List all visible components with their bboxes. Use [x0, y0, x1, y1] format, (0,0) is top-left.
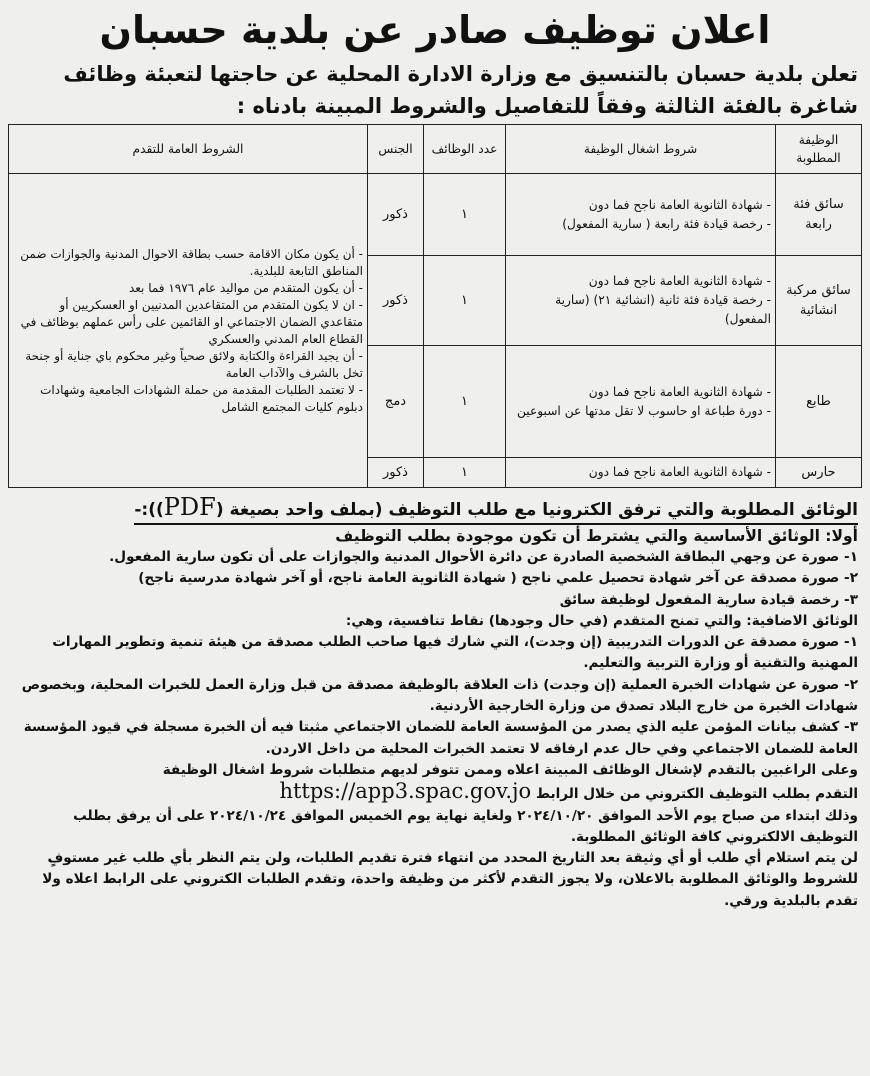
basic-document-item: ٢- صورة مصدقة عن آخر شهادة تحصيل علمي ناجح ( شهادة الثانوية العامة ناجح، أو آخر شهادة مدرسية ناجح) [138, 570, 858, 587]
job-count: ١ [424, 458, 506, 488]
general-condition: - أن يكون مكان الاقامة حسب بطاقة الاحوال المدنية والجوازات ضمن المناطق التابعة للبلدية. [20, 246, 363, 278]
job-count: ١ [424, 174, 506, 256]
condition-line: - شهادة الثانوية العامة ناجح فما دون [588, 465, 771, 479]
dates-paragraph: وذلك ابتداء من صباح يوم الأحد الموافق ٢٠٢٤/١٠/٢٠ ولغاية نهاية يوم الخميس الموافق ٢٠٢٤/١٠/٢٤ على أن يرفق بطلب التوظيف الالكتروني كافة الوثائق المطلوبة. [73, 807, 858, 845]
condition-line: - شهادة الثانوية العامة ناجح فما دون [588, 197, 771, 212]
header-gender: الجنس [368, 125, 424, 174]
condition-line: - شهادة الثانوية العامة ناجح فما دون [588, 274, 771, 288]
additional-document-item: ٣- كشف بيانات المؤمن عليه الذي يصدر من المؤسسة العامة للضمان الاجتماعي مثبتا فيه أن الخبرة مسجلة في قيود المؤسسة العامة للضمان الاجتماعي وفي حال عدم ارفاقه لا تعتمد الخبرات المحلية من داخل الاردن. [23, 719, 858, 757]
job-gender: دمج [368, 346, 424, 458]
additional-document-item: ٢- صورة عن شهادات الخبرة العملية (إن وجدت) ذات العلاقة بالوظيفة مصدقة من قبل وزارة العمل للخبرات المحلية، وبخصوص شهادات الخبرة من خارج البلاد تصدق من وزارة الخارجية الأردنية. [21, 676, 858, 715]
job-count: ١ [424, 256, 506, 346]
header-general: الشروط العامة للتقدم [9, 125, 368, 174]
job-title: سائق مركبة انشائية [776, 256, 862, 346]
header-count: عدد الوظائف [424, 125, 506, 174]
job-count: ١ [424, 346, 506, 458]
basic-documents-heading: أولا: الوثائق الأساسية والتي يشترط أن تكون موجودة بطلب التوظيف [335, 527, 858, 545]
job-conditions [506, 174, 776, 256]
documents-heading-end: )):- [134, 500, 164, 520]
header-job: الوظيفة المطلوبة [776, 125, 862, 174]
general-condition: - ان لا يكون المتقدم من المتقاعدين المدنيين او العسكريين أو متقاعدي الضمان الاجتماعي او القائمين على رأس عملهم بوظائف في القطاع العام المدني والعسكري [20, 297, 363, 346]
job-conditions [506, 458, 776, 488]
documents-heading-wrap [12, 494, 858, 525]
job-conditions [506, 256, 776, 346]
jobs-table [8, 124, 862, 488]
basic-document-item: ١- صورة عن وجهي البطاقة الشخصية الصادرة عن دائرة الأحوال المدنية والجوازات على أن تكون سارية المفعول. [109, 549, 858, 565]
application-link-line [12, 781, 858, 805]
documents-heading [134, 494, 858, 525]
condition-line: - رخصة قيادة فئة ثانية (انشائية ٢١) (سارية المفعول) [555, 293, 771, 326]
table-row [9, 174, 862, 256]
general-condition: - لا تعتمد الطلبات المقدمة من حملة الشهادات الجامعية وشهادات دبلوم كليات المجتمع الشامل [40, 382, 363, 414]
pdf-label: PDF [163, 493, 216, 521]
general-conditions [9, 174, 368, 488]
intro-paragraph: تعلن بلدية حسبان بالتنسيق مع وزارة الادارة المحلية عن حاجتها لتعبئة وظائف شاغرة بالفئة الثالثة وفقاً للتفاصيل والشروط المبينة بادناه : [63, 62, 858, 118]
additional-documents-heading: الوثائق الاضافية: والتي تمنح المتقدم (في حال وجودها) نقاط تنافسية، وهي: [345, 612, 858, 629]
additional-document-item: ١- صورة مصدقة عن الدورات التدريبية (إن وجدت)، التي شارك فيها صاحب الطلب مصدقة من هيئة تنمية وتطوير المهارات المهنية والتقنية أو وزارة التربية والتعليم. [52, 634, 858, 672]
general-condition: - أن يكون المتقدم من مواليد عام ١٩٧٦ فما بعد [128, 280, 363, 295]
closing-paragraph: وعلى الراغبين بالتقدم لإشغال الوظائف المبينة اعلاه وممن تتوفر لديهم متطلبات شروط اشغال الوظيفة [162, 761, 858, 778]
condition-line: - رخصة قيادة فئة رابعة ( سارية المفعول) [562, 216, 771, 231]
condition-line: - دورة طباعة او حاسوب لا تقل مدتها عن اسبوعين [517, 403, 771, 418]
notice-paragraph: لن يتم استلام أي طلب أو أي وثيقة بعد التاريخ المحدد من انتهاء فترة تقديم الطلبات، ولن يتم النظر بأي طلب غير مستوفٍ للشروط والوثائق المطلوبة بالاعلان، ولا يجوز التقدم لأكثر من وظيفة واحدة، وتقدم الطلبات الكتروني على الرابط اعلاه ولا تقدم بالبلدية ورقي. [42, 850, 858, 909]
job-title: حارس [776, 458, 862, 488]
job-gender: ذكور [368, 458, 424, 488]
job-gender: ذكور [368, 174, 424, 256]
job-title: طابع [776, 346, 862, 458]
documents-section [12, 494, 858, 912]
job-conditions [506, 346, 776, 458]
documents-heading-text: الوثائق المطلوبة والتي ترفق الكترونيا مع طلب التوظيف (بملف واحد بصيغة ( [215, 500, 858, 520]
page-title: اعلان توظيف صادر عن بلدية حسبان [99, 8, 771, 52]
basic-document-item: ٣- رخصة قيادة سارية المفعول لوظيفة سائق [559, 591, 858, 608]
table-header-row [9, 125, 862, 174]
application-url-link[interactable]: https://app3.spac.gov.jo [279, 779, 532, 804]
application-link-text: التقدم بطلب التوظيف الكتروني من خلال الرابط [535, 786, 858, 803]
general-condition: - أن يجيد القراءة والكتابة ولائق صحياً وغير محكوم باي جناية أو جنحة تخل بالشرف والآداب العامة [25, 348, 363, 380]
header-conditions: شروط اشغال الوظيفة [506, 125, 776, 174]
job-gender: ذكور [368, 256, 424, 346]
condition-line: - شهادة الثانوية العامة ناجح فما دون [588, 384, 771, 399]
job-title: سائق فئة رابعة [776, 174, 862, 256]
